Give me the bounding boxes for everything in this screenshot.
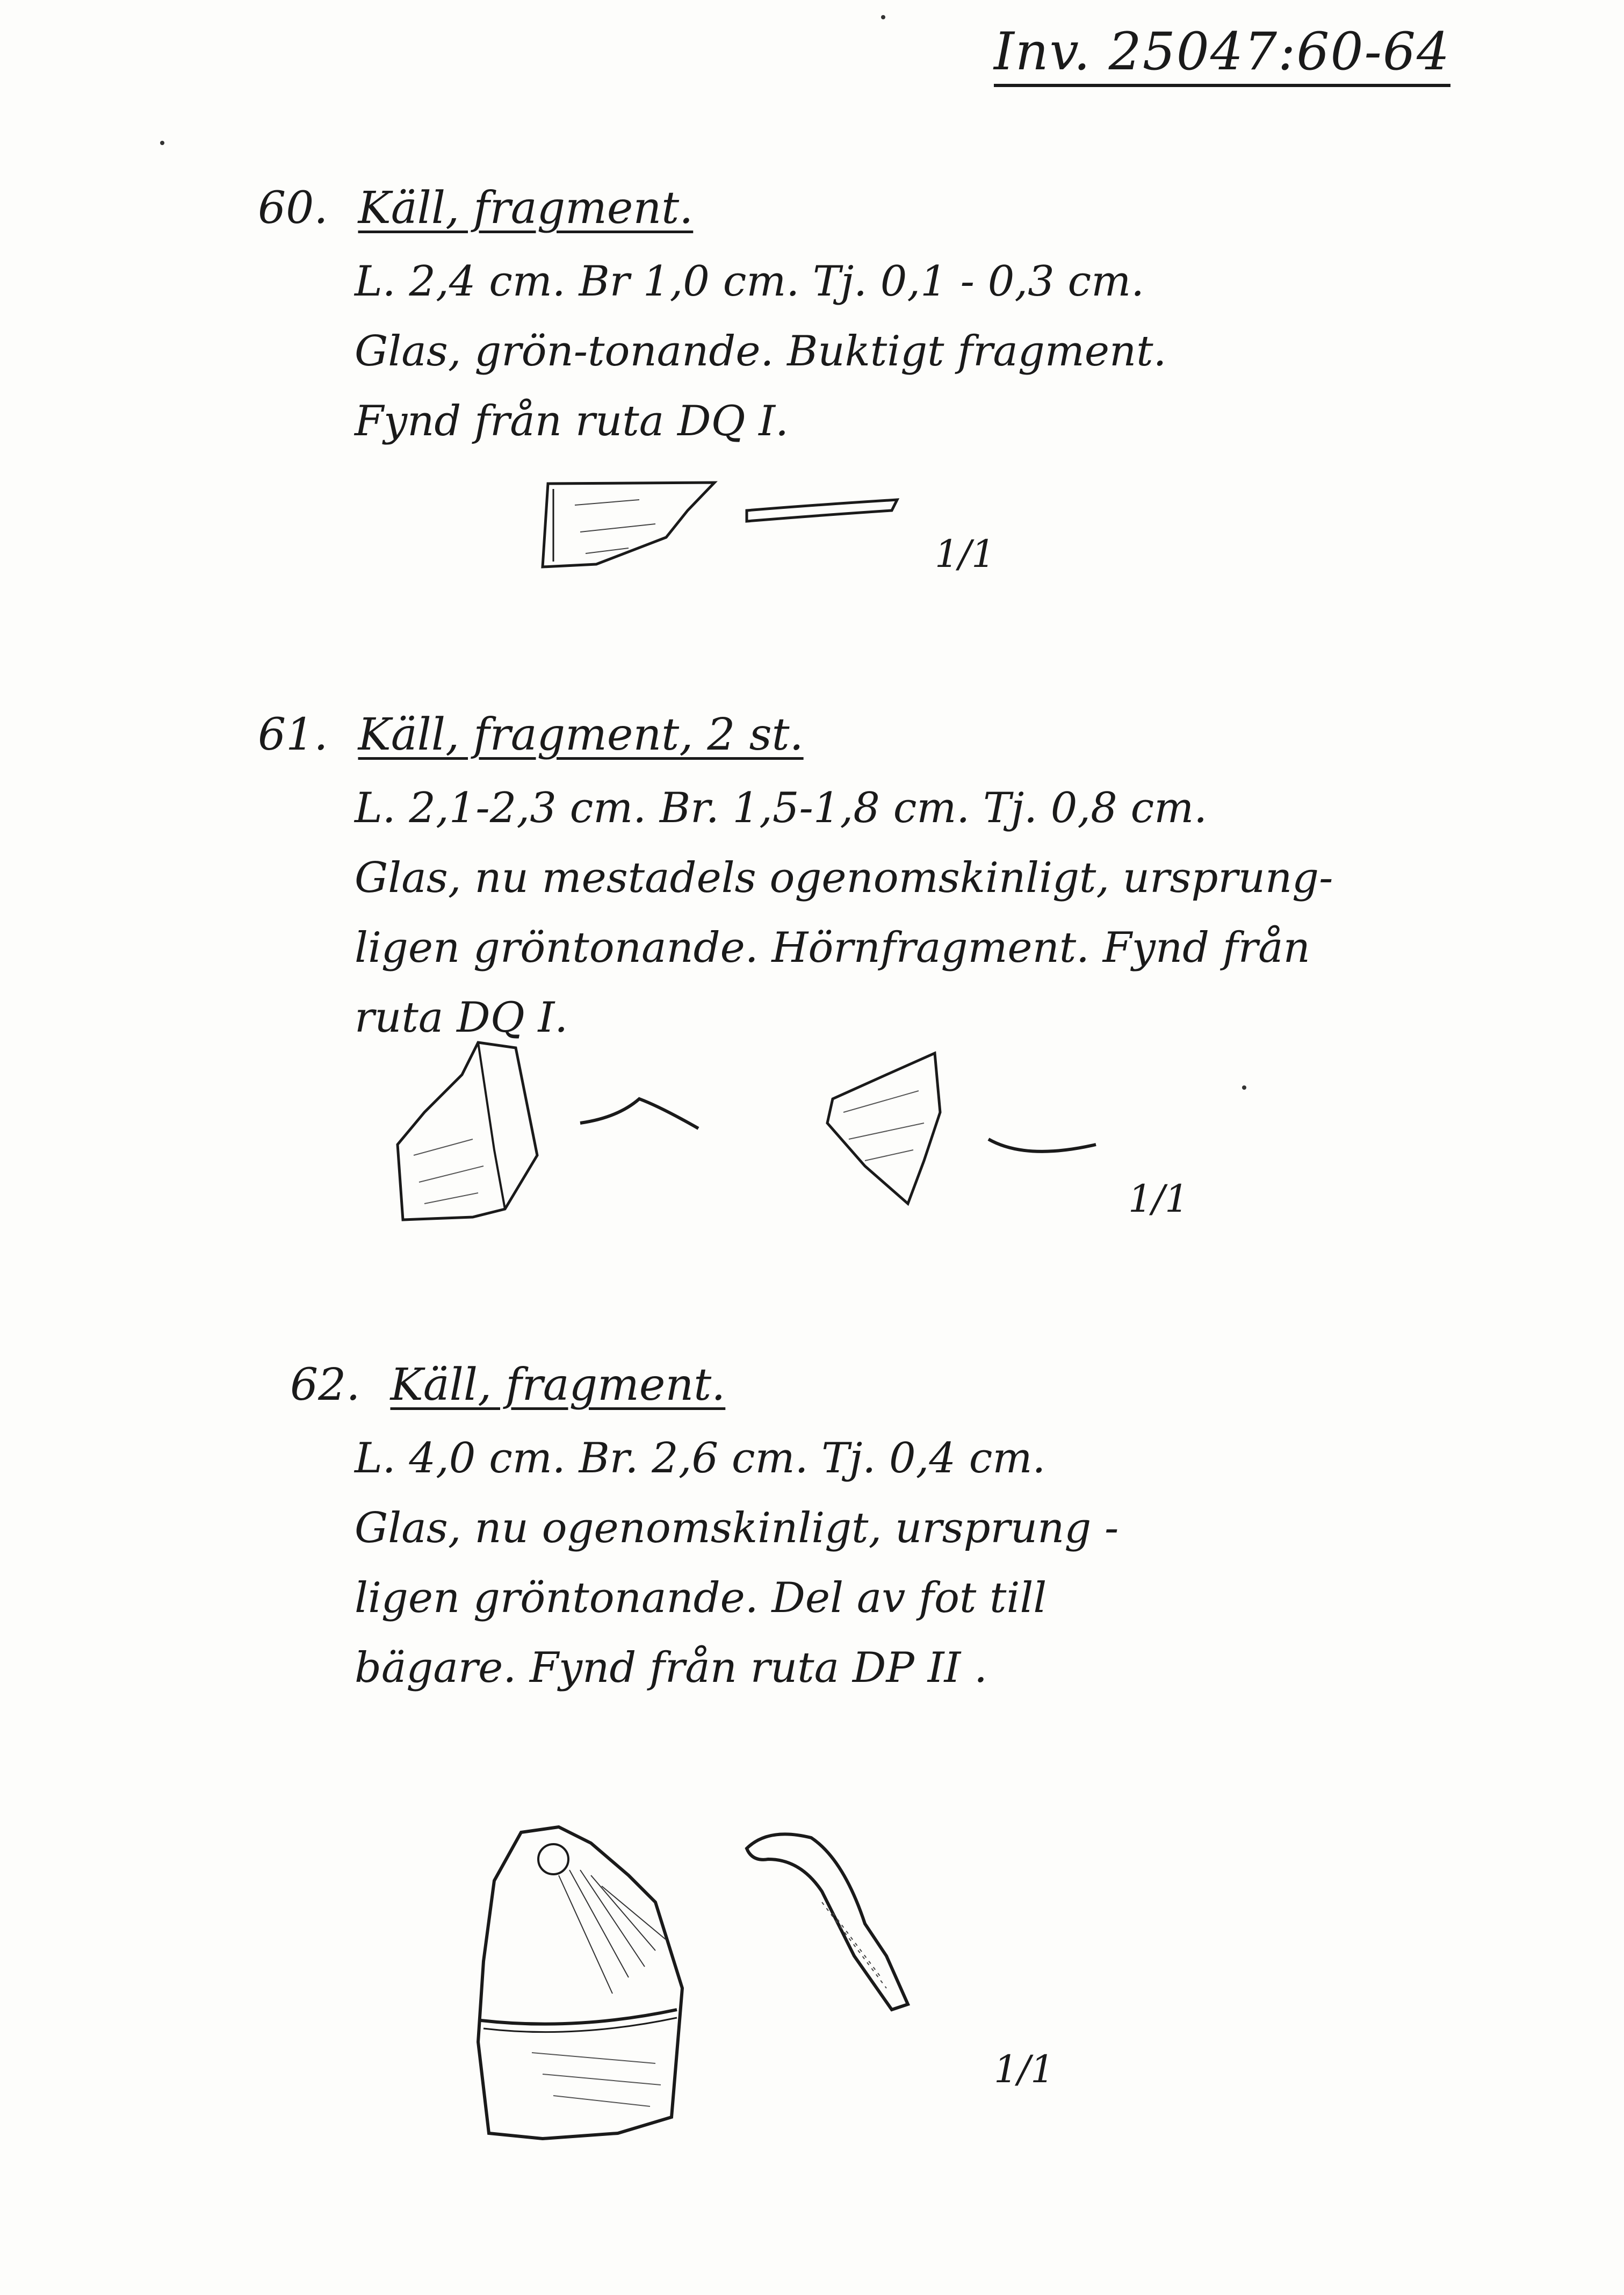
description-line: Fynd från ruta DQ I. [355,397,789,445]
entry-title: Käll, fragment. [390,1359,726,1411]
entry-number: 60. [258,183,328,234]
entry-61 [258,709,1333,1053]
description-line: Glas, grön-tonande. Buktigt fragment. [355,327,1167,376]
entry-number: 62. [290,1359,360,1411]
entry-description [355,247,1166,456]
scale-label: 1/1 [935,532,995,576]
stray-mark [1242,1085,1246,1090]
entry-heading [258,183,1166,234]
entry-62 [290,1359,1118,1703]
description-line: Glas, nu ogenomskinligt, ursprung - [355,1504,1119,1552]
fragment-sketch-61 [392,1032,1144,1247]
scale-label: 1/1 [994,2047,1055,2091]
stray-mark [160,141,164,145]
entry-60 [258,183,1166,456]
fragment-sketch-60 [532,473,908,580]
measurements-line: L. 2,4 cm. Br 1,0 cm. Tj. 0,1 - 0,3 cm. [355,257,1145,306]
description-line: Glas, nu mestadels ogenomskinligt, ursprung- [355,854,1333,902]
description-line: ligen gröntonande. Hörnfragment. Fynd från [355,924,1310,972]
measurements-line: L. 2,1-2,3 cm. Br. 1,5-1,8 cm. Tj. 0,8 cm. [355,784,1208,832]
measurements-line: L. 4,0 cm. Br. 2,6 cm. Tj. 0,4 cm. [355,1434,1046,1483]
entry-heading [290,1359,1118,1411]
entry-title: Käll, fragment, 2 st. [358,709,804,760]
description-line: bägare. Fynd från ruta DP II . [355,1644,987,1692]
description-line: ligen gröntonande. Del av fot till [355,1574,1047,1622]
entry-description [355,1423,1118,1703]
entry-heading [258,709,1333,760]
fragment-sketch-62 [467,1816,1005,2160]
scale-label: 1/1 [1128,1177,1189,1221]
entry-title: Käll, fragment. [358,183,694,234]
entry-description [355,773,1333,1053]
entry-number: 61. [258,709,328,760]
inventory-number: Inv. 25047:60-64 [994,21,1450,87]
description-line: ruta DQ I. [355,994,568,1042]
stray-mark [881,15,885,19]
